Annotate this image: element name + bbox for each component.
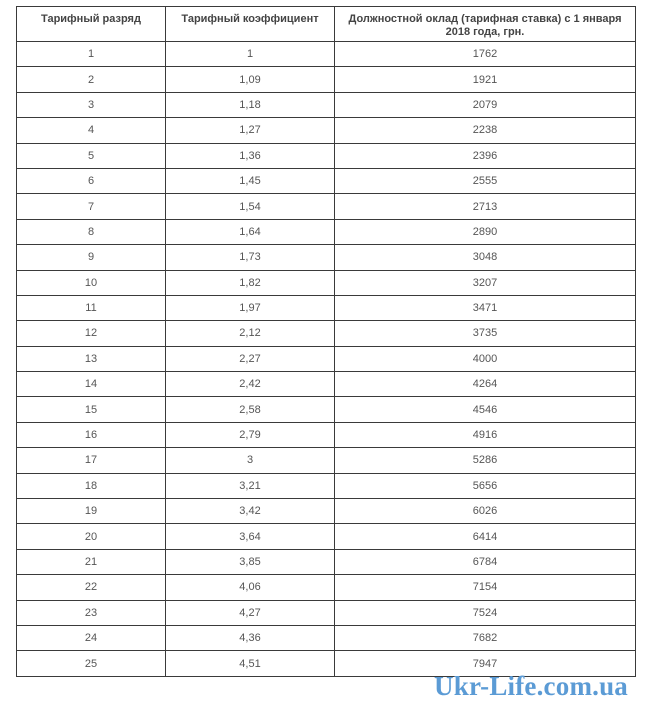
table-body: [17, 42, 636, 677]
table-row: [17, 397, 636, 422]
cell-coefficient: 1,09: [166, 67, 335, 92]
cell-salary: 3471: [335, 295, 636, 320]
table-row: [17, 168, 636, 193]
cell-salary: 2396: [335, 143, 636, 168]
cell-coefficient: 1,45: [166, 168, 335, 193]
table-row: [17, 270, 636, 295]
cell-salary: 1762: [335, 42, 636, 67]
cell-coefficient: 2,58: [166, 397, 335, 422]
cell-coefficient: 3: [166, 448, 335, 473]
cell-coefficient: 3,85: [166, 549, 335, 574]
table-row: [17, 625, 636, 650]
table-row: [17, 346, 636, 371]
table-row: [17, 245, 636, 270]
cell-salary: 1921: [335, 67, 636, 92]
cell-coefficient: 1,82: [166, 270, 335, 295]
table-row: [17, 549, 636, 574]
cell-grade: 2: [17, 67, 166, 92]
cell-grade: 11: [17, 295, 166, 320]
cell-coefficient: 4,06: [166, 575, 335, 600]
cell-salary: 3207: [335, 270, 636, 295]
salary-table-container: [16, 6, 635, 677]
cell-coefficient: 3,21: [166, 473, 335, 498]
table-row: [17, 295, 636, 320]
cell-coefficient: 2,12: [166, 321, 335, 346]
cell-coefficient: 1,73: [166, 245, 335, 270]
cell-grade: 3: [17, 92, 166, 117]
table-row: [17, 372, 636, 397]
cell-grade: 4: [17, 118, 166, 143]
table-row: [17, 473, 636, 498]
cell-salary: 6026: [335, 499, 636, 524]
cell-grade: 21: [17, 549, 166, 574]
table-row: [17, 118, 636, 143]
cell-grade: 24: [17, 625, 166, 650]
cell-grade: 10: [17, 270, 166, 295]
cell-coefficient: 1,97: [166, 295, 335, 320]
table-row: [17, 575, 636, 600]
header-coefficient: Тарифный коэффициент: [166, 7, 335, 42]
salary-table: [16, 6, 636, 677]
site-watermark: Ukr-Life.com.ua: [434, 671, 628, 701]
table-row: [17, 321, 636, 346]
cell-coefficient: 1,27: [166, 118, 335, 143]
cell-coefficient: 1,54: [166, 194, 335, 219]
cell-salary: 2713: [335, 194, 636, 219]
cell-grade: 8: [17, 219, 166, 244]
cell-grade: 16: [17, 422, 166, 447]
cell-salary: 7682: [335, 625, 636, 650]
cell-salary: 4546: [335, 397, 636, 422]
cell-grade: 20: [17, 524, 166, 549]
cell-grade: 14: [17, 372, 166, 397]
cell-grade: 5: [17, 143, 166, 168]
cell-grade: 9: [17, 245, 166, 270]
table-row: [17, 194, 636, 219]
table-row: [17, 499, 636, 524]
table-row: [17, 448, 636, 473]
cell-grade: 15: [17, 397, 166, 422]
cell-coefficient: 2,42: [166, 372, 335, 397]
cell-grade: 13: [17, 346, 166, 371]
cell-grade: 18: [17, 473, 166, 498]
table-row: [17, 422, 636, 447]
cell-salary: 7154: [335, 575, 636, 600]
table-row: [17, 219, 636, 244]
cell-salary: 5286: [335, 448, 636, 473]
cell-grade: 23: [17, 600, 166, 625]
cell-coefficient: 2,79: [166, 422, 335, 447]
table-row: [17, 524, 636, 549]
table-row: [17, 42, 636, 67]
cell-salary: 6784: [335, 549, 636, 574]
cell-salary: 3048: [335, 245, 636, 270]
cell-coefficient: 4,51: [166, 651, 335, 676]
header-row: [17, 7, 636, 42]
cell-salary: 2890: [335, 219, 636, 244]
cell-coefficient: 1,36: [166, 143, 335, 168]
cell-grade: 7: [17, 194, 166, 219]
cell-salary: 2238: [335, 118, 636, 143]
cell-salary: 7524: [335, 600, 636, 625]
table-row: [17, 92, 636, 117]
cell-coefficient: 2,27: [166, 346, 335, 371]
cell-grade: 17: [17, 448, 166, 473]
cell-grade: 22: [17, 575, 166, 600]
cell-grade: 6: [17, 168, 166, 193]
cell-coefficient: 1,64: [166, 219, 335, 244]
cell-grade: 19: [17, 499, 166, 524]
cell-coefficient: 4,36: [166, 625, 335, 650]
header-salary: Должностной оклад (тарифная ставка) с 1 января 2018 года, грн.: [335, 7, 636, 42]
cell-salary: 2079: [335, 92, 636, 117]
table-header: [17, 7, 636, 42]
cell-coefficient: 3,64: [166, 524, 335, 549]
cell-coefficient: 3,42: [166, 499, 335, 524]
cell-salary: 2555: [335, 168, 636, 193]
cell-salary: 4264: [335, 372, 636, 397]
cell-coefficient: 1: [166, 42, 335, 67]
cell-salary: 5656: [335, 473, 636, 498]
cell-coefficient: 1,18: [166, 92, 335, 117]
cell-salary: 7947: [335, 651, 636, 676]
cell-grade: 25: [17, 651, 166, 676]
table-row: [17, 143, 636, 168]
cell-salary: 4000: [335, 346, 636, 371]
cell-coefficient: 4,27: [166, 600, 335, 625]
cell-grade: 12: [17, 321, 166, 346]
cell-salary: 4916: [335, 422, 636, 447]
cell-salary: 6414: [335, 524, 636, 549]
cell-grade: 1: [17, 42, 166, 67]
table-row: [17, 67, 636, 92]
table-row: [17, 600, 636, 625]
header-grade: Тарифный разряд: [17, 7, 166, 42]
cell-salary: 3735: [335, 321, 636, 346]
